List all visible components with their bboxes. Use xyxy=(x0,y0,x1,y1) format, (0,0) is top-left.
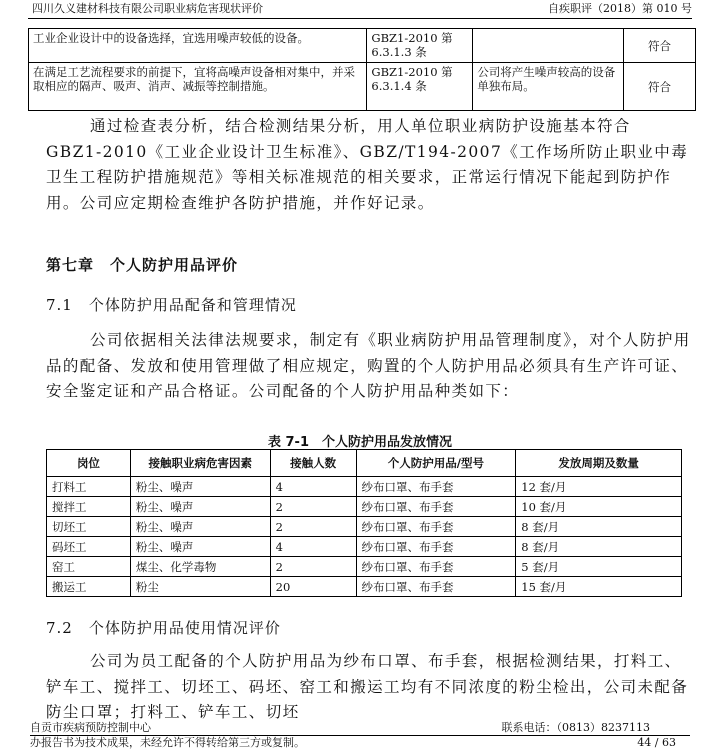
footer-contact: 联系电话：（0813）8237113 xyxy=(501,721,650,734)
equipment-cell: 纱布口罩、布手套 xyxy=(356,517,516,537)
result-cell: 符合 xyxy=(624,63,696,111)
table-caption: 表 7-1 个人防护用品发放情况 xyxy=(267,435,452,450)
hazard-cell: 煤尘、化学毒物 xyxy=(130,557,270,577)
hazard-cell: 粉尘 xyxy=(130,577,270,597)
checklist-table xyxy=(28,28,696,111)
cycle-cell: 8 套/月 xyxy=(516,537,682,557)
equipment-cell: 纱布口罩、布手套 xyxy=(356,557,516,577)
cycle-cell: 10 套/月 xyxy=(516,497,682,517)
count-cell: 2 xyxy=(270,517,356,537)
column-header: 接触人数 xyxy=(270,450,356,477)
table-row xyxy=(47,577,682,597)
column-header: 岗位 xyxy=(47,450,131,477)
equipment-cell: 纱布口罩、布手套 xyxy=(356,477,516,497)
footer-notice: 办报告书为技术成果，未经允许不得转给第三方或复制。 xyxy=(30,736,305,749)
hazard-cell: 粉尘、噪声 xyxy=(130,517,270,537)
position-cell: 搅拌工 xyxy=(47,497,131,517)
column-header: 个人防护用品/型号 xyxy=(356,450,516,477)
table-row xyxy=(29,63,696,111)
footer-org-line xyxy=(30,721,690,734)
position-cell: 打料工 xyxy=(47,477,131,497)
equipment-cell: 纱布口罩、布手套 xyxy=(356,497,516,517)
position-cell: 切坯工 xyxy=(47,517,131,537)
cycle-cell: 15 套/月 xyxy=(516,577,682,597)
hazard-cell: 粉尘、噪声 xyxy=(130,497,270,517)
cycle-cell: 12 套/月 xyxy=(516,477,682,497)
table-row xyxy=(47,497,682,517)
section-heading: 7.2 个体防护用品使用情况评价 xyxy=(46,619,281,637)
count-cell: 4 xyxy=(270,537,356,557)
paragraph: 公司为员工配备的个人防护用品为纱布口罩、布手套，根据检测结果，打料工、铲车工、搅拌工、切坯工、码坯、窑工和搬运工均有不同浓度的粉尘检出，公司未配备防尘口罩；打料工、铲车工、切坯 xyxy=(46,652,689,721)
hazard-cell: 粉尘、噪声 xyxy=(130,477,270,497)
table-row xyxy=(47,517,682,537)
requirement-cell: 在满足工艺流程要求的前提下，宜将高噪声设备相对集中，并采取相应的隔声、吸声、消声、减振等控制措施。 xyxy=(29,63,367,111)
table-row xyxy=(47,477,682,497)
result-cell: 符合 xyxy=(624,29,696,63)
header-report-number: 自疾职评（2018）第 010 号 xyxy=(548,2,692,15)
status-cell: 公司将产生噪声较高的设备单独布局。 xyxy=(473,63,624,111)
count-cell: 2 xyxy=(270,557,356,577)
chapter-title: 第七章 个人防护用品评价 xyxy=(46,256,239,274)
count-cell: 4 xyxy=(270,477,356,497)
position-cell: 码坯工 xyxy=(47,537,131,557)
footer-org: 自贡市疾病预防控制中心 xyxy=(30,721,151,734)
count-cell: 2 xyxy=(270,497,356,517)
table-row xyxy=(47,557,682,577)
position-cell: 搬运工 xyxy=(47,577,131,597)
column-header: 发放周期及数量 xyxy=(516,450,682,477)
cycle-cell: 8 套/月 xyxy=(516,517,682,537)
standard-cell: GBZ1-2010 第 6.3.1.3 条 xyxy=(367,29,473,63)
equipment-cell: 纱布口罩、布手套 xyxy=(356,577,516,597)
requirement-cell: 工业企业设计中的设备选择，宜选用噪声较低的设备。 xyxy=(29,29,367,63)
page-number: 44 / 63 xyxy=(637,736,676,749)
paragraph: 公司依据相关法律法规要求，制定有《职业病防护用品管理制度》，对个人防护用品的配备、发放和使用管理做了相应规定，购置的个人防护用品必须具有生产许可证、安全鉴定证和产品合格证。公司配备的个人防护用品种类如下： xyxy=(46,331,691,400)
footer-notice-line xyxy=(30,735,690,749)
section-heading: 7.1 个体防护用品配备和管理情况 xyxy=(46,296,297,314)
ppe-table xyxy=(46,449,682,597)
paragraph: 通过检查表分析，结合检测结果分析，用人单位职业病防护设施基本符合 GBZ1-2010《工业企业设计卫生标准》、GBZ/T194-2007《工作场所防止职业中毒卫生工程防护措施规范》等相关标准规范的相关要求，正常运行情况下能起到防护作用。公司应定期检查维护各防护措施，并作好记录。 xyxy=(46,117,689,212)
table-row xyxy=(29,29,696,63)
hazard-cell: 粉尘、噪声 xyxy=(130,537,270,557)
table-row xyxy=(47,537,682,557)
header-title: 四川久义建材科技有限公司职业病危害现状评价 xyxy=(32,2,263,15)
equipment-cell: 纱布口罩、布手套 xyxy=(356,537,516,557)
count-cell: 20 xyxy=(270,577,356,597)
column-header: 接触职业病危害因素 xyxy=(130,450,270,477)
standard-cell: GBZ1-2010 第 6.3.1.4 条 xyxy=(367,63,473,111)
cycle-cell: 5 套/月 xyxy=(516,557,682,577)
table-header-row xyxy=(47,450,682,477)
status-cell xyxy=(473,29,624,63)
position-cell: 窑工 xyxy=(47,557,131,577)
page-header xyxy=(28,0,692,19)
